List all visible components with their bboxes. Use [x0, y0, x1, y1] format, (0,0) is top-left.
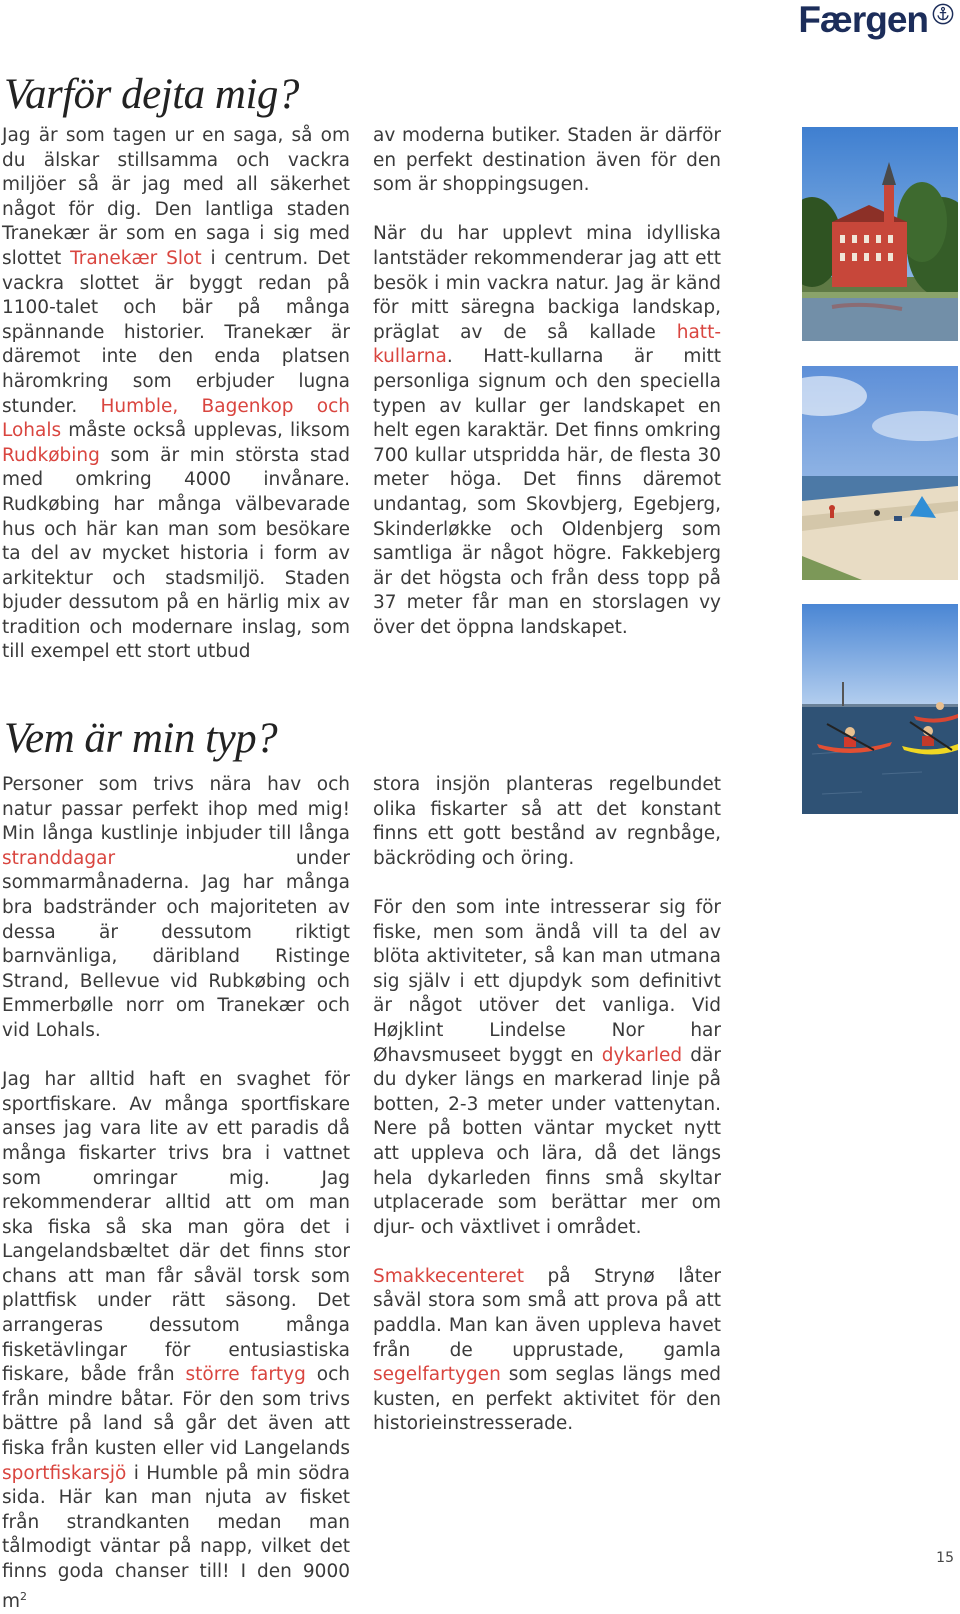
section-title: Vem är min typ? — [4, 715, 278, 762]
highlight-link[interactable]: Tranekær Slot — [70, 247, 202, 269]
brand-name: Færgen — [798, 0, 928, 40]
article-column — [2, 773, 350, 1614]
beach-photo — [802, 366, 958, 580]
article-column — [373, 773, 721, 1437]
section-title: Varför dejta mig? — [4, 71, 299, 118]
highlight-link[interactable]: större fartyg — [185, 1364, 306, 1386]
highlight-link[interactable]: segelfartygen — [373, 1364, 501, 1386]
highlight-link[interactable]: dykarled — [601, 1044, 683, 1066]
highlight-link[interactable]: Rudkøbing — [2, 444, 100, 466]
article-column — [2, 124, 350, 665]
highlight-link[interactable]: Humble, Bagenkop och Lohals — [2, 395, 350, 442]
brand-logo — [798, 0, 954, 40]
highlight-link[interactable]: Smakkecenteret — [373, 1265, 524, 1287]
paragraph: stora insjön planteras regelbundet olika fiskarter så att det konstant finns ett gott bestånd av regnbåge, bäckröding och öring. — [373, 774, 721, 869]
castle-photo — [802, 127, 958, 341]
article-column — [373, 124, 721, 640]
kayak-photo — [802, 604, 958, 814]
paragraph: av moderna butiker. Staden är därför en perfekt destination även för den som är shoppingsugen. — [373, 125, 721, 196]
paragraph: För den som inte intresserar sig för fiske, men som ändå vill ta del av blöta aktiviteter, så kan man utmana sig själv i ett djupdyk som definitivt är något utöver det vanliga. Vid Højklint Lindelse Nor har Øhavsmuseet byggt en dykarled där du dyker längs en markerad linje på botten, 2-3 meter under vattenytan. Nere på botten väntar mycket nytt att uppleva och lära, då det längs hela dykarleden finns små skyltar utplacerade som berättar mer om djur- och växtlivet i området. — [373, 896, 721, 1238]
paragraph: Smakkecenteret på Strynø låter såväl stora som små att prova på att paddla. Man kan även uppleva havet från de upprustade, gamla segelfartygen som seglas längs med kusten, en perfekt aktivitet för den historieinstresserade. — [373, 1265, 721, 1435]
highlight-link[interactable]: sportfiskarsjö — [2, 1462, 127, 1484]
page-number: 15 — [936, 1550, 954, 1566]
paragraph: När du har upplevt mina idylliska lantstäder rekommenderar jag att ett besök i min vackra natur. Jag är känd för mitt säregna backiga landskap, präglat av de så kallade hatt-kullarna. Hatt-kullarna är mitt personliga signum och den speciella typen av kullar ger landskapet en helt egen karaktär. Det finns omkring 700 kullar utspridda här, de flesta 30 meter höga. Det finns däremot undantag, som Skovbjerg, Egebjerg, Skinderløkke och Oldenbjerg som samtliga är något högre. Fakkebjerg är det högsta och från dess topp på 37 meter får man en storslagen vy över det öppna landskapet. — [373, 223, 721, 638]
paragraph: Jag har alltid haft en svaghet för sportfiskare. Av många sportfiskare anses jag vara lite av ett paradis då många fiskarter trivs bra i vattnet som omringar mig. Jag rekommenderar alltid att om man ska fiska så ska man göra det i Langelandsbæltet där det finns stor chans att man får såväl torsk som plattfisk under rätt säsong. Det arrangeras dessutom många fisketävlingar för entusiastiska fiskare, både från större fartyg och från mindre båtar. För den som trivs bättre på land så går det även att fiska från kusten eller vid Langelands sportfiskarsjö i Humble på min södra sida. Här kan man njuta av fisket från strandkanten medan man tålmodigt väntar på napp, vilket det finns goda chanser till! I den 9000 $m^2$ — [2, 1069, 350, 1612]
highlight-link[interactable]: hatt-kullarna — [373, 321, 721, 368]
highlight-link[interactable]: stranddagar — [2, 847, 116, 869]
anchor-icon — [932, 3, 954, 25]
paragraph: Jag är som tagen ur en saga, så om du älskar stillsamma och vackra miljöer så är jag med all säkerhet något för dig. Den lantliga staden Tranekær är som en saga i sig med slottet Tranekær Slot i centrum. Det vackra slottet är byggt redan på 1100-talet och bär på många spännande historier. Tranekær är däremot inte den enda platsen häromkring som erbjuder lugna stunder. Humble, Bagenkop och Lohals måste också upplevas, liksom Rudkøbing som är min största stad med omkring 4000 invånare. Rudkøbing har många välbevarade hus och här kan man som besökare ta del av mycket historia i form av arkitektur och stadsmiljö. Staden bjuder dessutom på en härlig mix av tradition och modernare inslag, som till exempel ett stort utbud — [2, 125, 350, 663]
paragraph: Personer som trivs nära hav och natur passar perfekt ihop med mig! Min långa kustlinje inbjuder till långa stranddagar under sommarmånaderna. Jag har många bra badstränder och majoriteten av dessa är dessutom riktigt barnvänliga, däribland Ristinge Strand, Bellevue vid Rubkøbing och Emmerbølle norr om Tranekær och vid Lohals. — [2, 774, 350, 1041]
